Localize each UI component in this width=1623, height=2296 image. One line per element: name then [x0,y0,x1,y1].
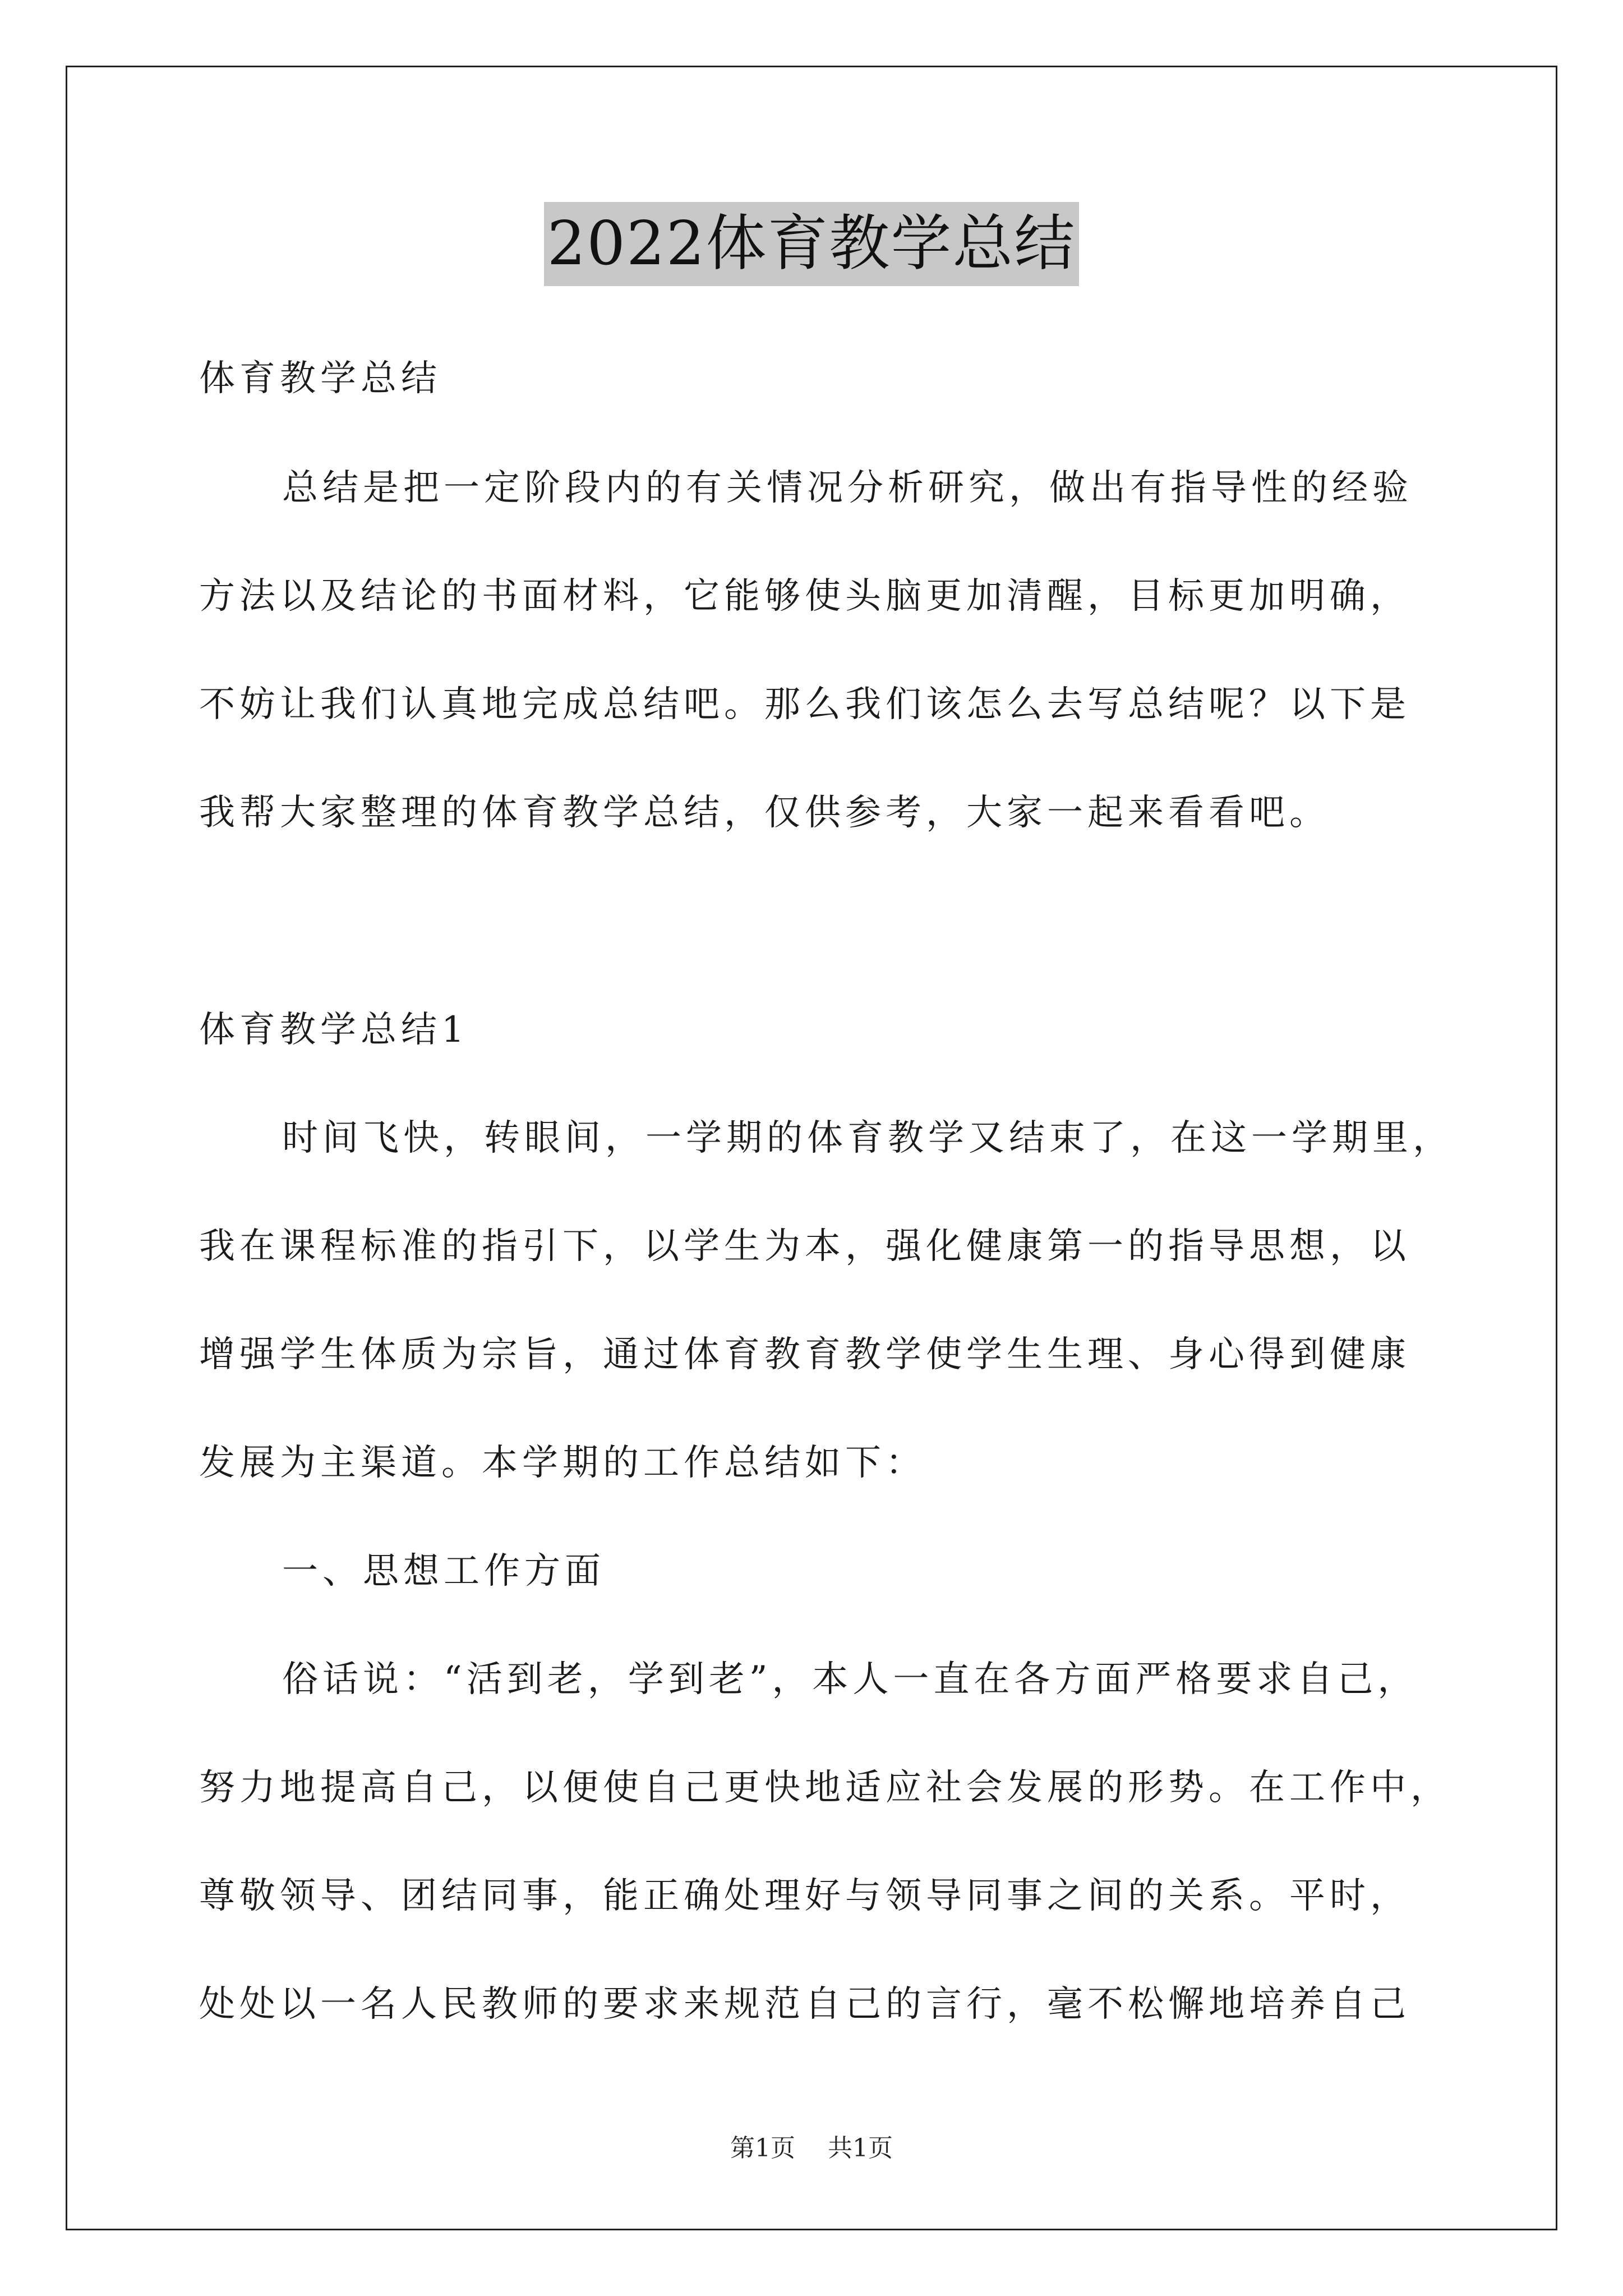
page-footer [0,2132,1623,2165]
intro-line: 我帮大家整理的体育教学总结，仅供参考，大家一起来看看吧。 [199,792,1330,834]
section-line: 我在课程标准的指引下，以学生为本，强化健康第一的指导思想，以 [199,1226,1410,1267]
section-line: 增强学生体质为宗旨，通过体育教育教学使学生生理、身心得到健康 [199,1334,1410,1375]
intro-line: 不妨让我们认真地完成总结吧。那么我们该怎么去写总结呢？以下是 [199,684,1410,725]
subsection-line: 处处以一名人民教师的要求来规范自己的言行，毫不松懈地培养自己 [199,1984,1410,2025]
subsection-heading: 一、思想工作方面 [282,1550,605,1592]
section-line: 发展为主渠道。本学期的工作总结如下： [199,1442,926,1484]
title-container [0,202,1623,286]
total-pages: 共1页 [828,2134,893,2162]
subsection-line: 俗话说：“活到老，学到老”，本人一直在各方面严格要求自己， [282,1659,1418,1700]
document-title: 2022体育教学总结 [544,202,1080,286]
intro-line: 总结是把一定阶段内的有关情况分析研究，做出有指导性的经验 [282,467,1413,509]
page-number: 第1页 [730,2134,795,2162]
section-line: 时间飞快，转眼间，一学期的体育教学又结束了，在这一学期里， [282,1117,1453,1159]
section-heading: 体育教学总结1 [199,1009,469,1051]
subsection-line: 努力地提高自己，以便使自己更快地适应社会发展的形势。在工作中， [199,1767,1451,1809]
subsection-line: 尊敬领导、团结同事，能正确处理好与领导同事之间的关系。平时， [199,1875,1410,1917]
intro-line: 方法以及结论的书面材料，它能够使头脑更加清醒，目标更加明确， [199,576,1410,617]
subtitle: 体育教学总结 [199,358,441,399]
